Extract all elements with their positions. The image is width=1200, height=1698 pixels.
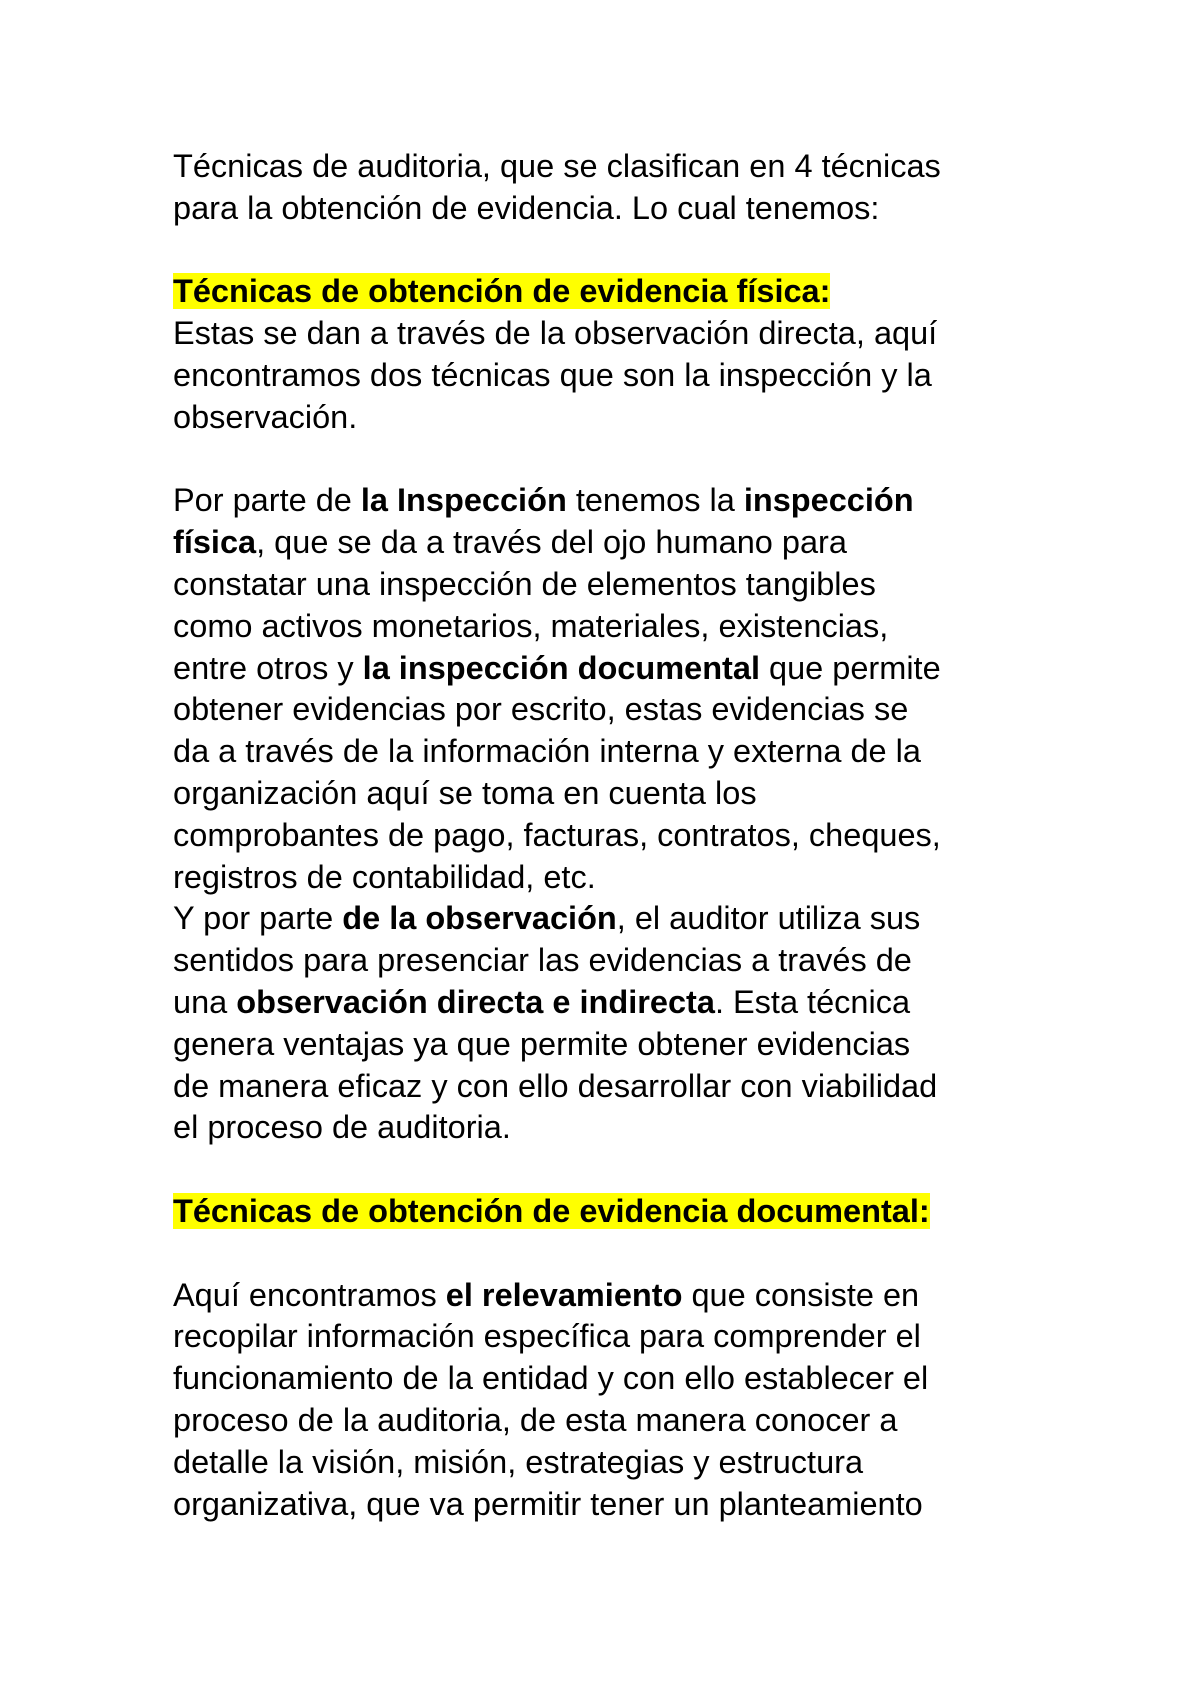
paragraph-spacer bbox=[173, 1233, 1103, 1275]
text-run: , que se da a través del ojo humano para bbox=[256, 524, 847, 561]
text-line: de manera eficaz y con ello desarrollar con viabilidad bbox=[173, 1067, 938, 1104]
text-line bbox=[173, 1275, 1103, 1317]
text-line: proceso de la auditoria, de esta manera conocer a bbox=[173, 1401, 898, 1438]
text-line: comprobantes de pago, facturas, contratos, cheques, bbox=[173, 816, 941, 853]
bold-term: el relevamiento bbox=[445, 1276, 683, 1313]
paragraph-spacer bbox=[173, 439, 1103, 481]
text-line: encontramos dos técnicas que son la inspección y la bbox=[173, 356, 932, 393]
text-line bbox=[173, 898, 1103, 940]
text-run: Por parte de bbox=[173, 482, 361, 519]
document-page bbox=[173, 146, 1103, 1525]
text-line: para la obtención de evidencia. Lo cual tenemos: bbox=[173, 189, 880, 226]
text-line: Técnicas de auditoria, que se clasifican en 4 técnicas bbox=[173, 148, 941, 184]
text-run: Aquí encontramos bbox=[173, 1276, 446, 1313]
bold-term: la inspección documental bbox=[362, 649, 760, 686]
text-line: Estas se dan a través de la observación directa, aquí bbox=[173, 315, 938, 352]
paragraph-spacer bbox=[173, 1149, 1103, 1191]
text-line: organizativa, que va permitir tener un planteamiento bbox=[173, 1485, 923, 1522]
text-line: obtener evidencias por escrito, estas evidencias se bbox=[173, 691, 909, 728]
physical-intro-paragraph bbox=[173, 313, 1103, 438]
text-line: da a través de la información interna y externa de la bbox=[173, 733, 921, 770]
section-heading-documental bbox=[173, 1191, 1103, 1233]
text-line: como activos monetarios, materiales, existencias, bbox=[173, 607, 889, 644]
text-run: entre otros y bbox=[173, 649, 363, 686]
text-run: . Esta técnica bbox=[714, 983, 911, 1020]
text-run: tenemos la bbox=[566, 482, 744, 519]
highlighted-heading: Técnicas de obtención de evidencia documental: bbox=[173, 1192, 930, 1229]
text-line: organización aquí se toma en cuenta los bbox=[173, 774, 757, 811]
bold-term: observación directa e indirecta bbox=[236, 983, 715, 1020]
text-run: que consiste en bbox=[682, 1276, 920, 1313]
text-line: recopilar información específica para comprender el bbox=[173, 1318, 921, 1355]
bold-term: física bbox=[173, 524, 257, 561]
bold-term: la Inspección bbox=[360, 482, 567, 519]
highlighted-heading: Técnicas de obtención de evidencia física: bbox=[173, 273, 831, 310]
bold-term: inspección bbox=[743, 482, 914, 519]
relevamiento-paragraph bbox=[173, 1275, 1103, 1526]
text-line: registros de contabilidad, etc. bbox=[173, 858, 596, 895]
text-line bbox=[173, 982, 1103, 1024]
text-run: Y por parte bbox=[173, 900, 343, 937]
text-line: sentidos para presenciar las evidencias a través de bbox=[173, 942, 912, 979]
text-run: que permite bbox=[760, 649, 941, 686]
bold-term: de la observación bbox=[342, 900, 617, 937]
text-line bbox=[173, 522, 1103, 564]
text-run: una bbox=[173, 983, 237, 1020]
text-line: constatar una inspección de elementos tangibles bbox=[173, 565, 876, 602]
text-line: funcionamiento de la entidad y con ello establecer el bbox=[173, 1360, 929, 1397]
text-line: genera ventajas ya que permite obtener evidencias bbox=[173, 1025, 911, 1062]
text-line: el proceso de auditoria. bbox=[173, 1109, 511, 1146]
paragraph-spacer bbox=[173, 230, 1103, 272]
section-heading-physical bbox=[173, 271, 1103, 313]
text-line: observación. bbox=[173, 398, 358, 435]
text-line: detalle la visión, misión, estrategias y estructura bbox=[173, 1443, 864, 1480]
intro-paragraph bbox=[173, 146, 1103, 230]
text-line bbox=[173, 648, 1103, 690]
text-line bbox=[173, 480, 1103, 522]
inspection-paragraph bbox=[173, 480, 1103, 1149]
text-run: , el auditor utiliza sus bbox=[616, 900, 921, 937]
